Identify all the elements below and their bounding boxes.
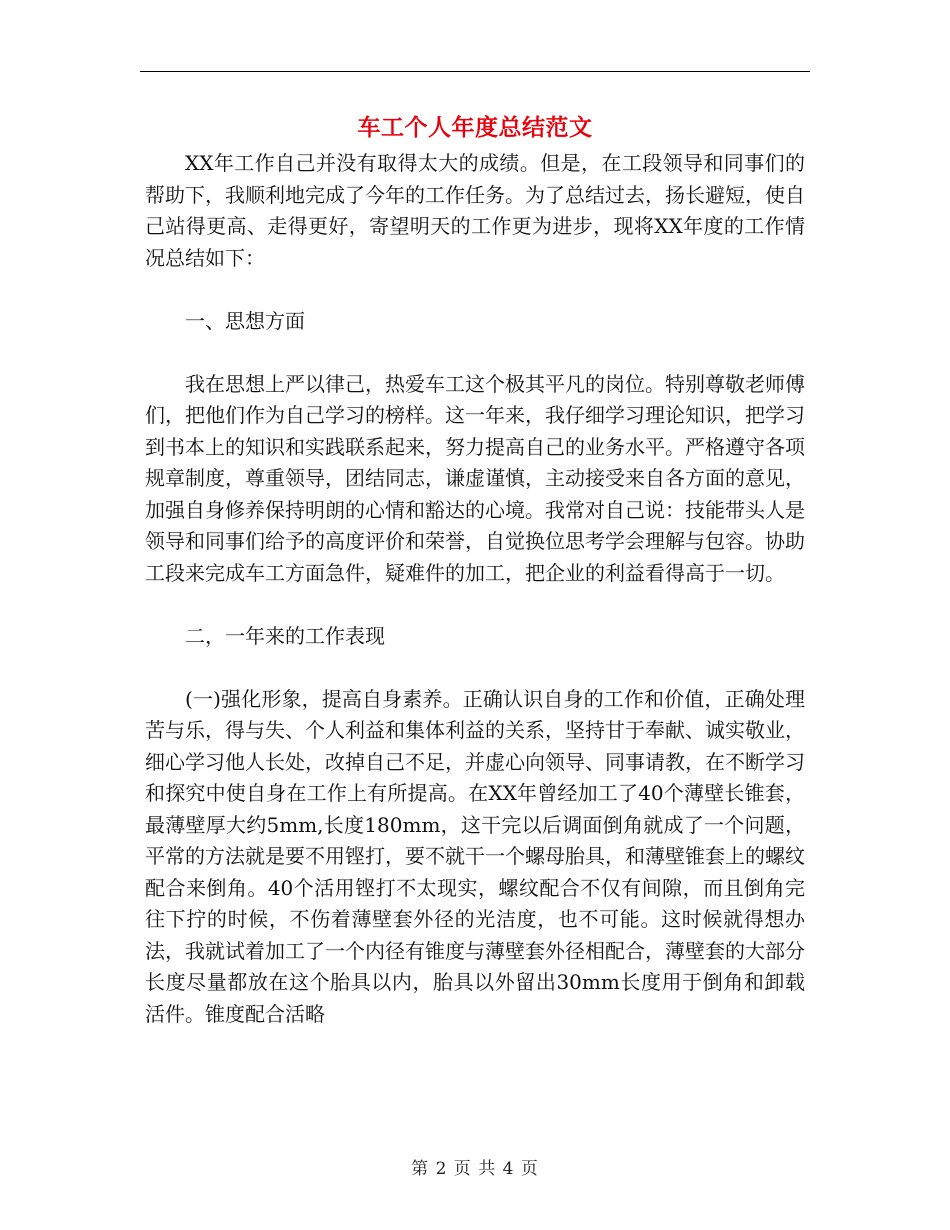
paragraph-spacer bbox=[145, 337, 805, 369]
section-heading-performance: 二，一年来的工作表现 bbox=[185, 623, 385, 648]
document-body bbox=[145, 148, 805, 1030]
paragraph-spacer bbox=[145, 652, 805, 684]
section-body-thought: 我在思想上严以律己，热爱车工这个极其平凡的岗位。特别尊敬老师傅们，把他们作为自己学习的榜样。这一年来，我仔细学习理论知识，把学习到书本上的知识和实践联系起来，努力提高自己的业务水平。严格遵守各项规章制度，尊重领导，团结同志，谦虚谨慎，主动接受来自各方面的意见，加强自身修养保持明朗的心情和豁达的心境。我常对自己说：技能带头人是领导和同事们给予的高度评价和荣誉，自觉换位思考学会理解与包容。协助工段来完成车工方面急件，疑难件的加工，把企业的利益看得高于一切。 bbox=[145, 371, 805, 585]
paragraph-spacer bbox=[145, 589, 805, 621]
header-rule bbox=[140, 71, 810, 72]
intro-paragraph: XX年工作自己并没有取得太大的成绩。但是，在工段领导和同事们的帮助下，我顺利地完成了今年的工作任务。为了总结过去，扬长避短，使自己站得更高、走得更好，寄望明天的工作更为进步，现将XX年度的工作情况总结如下： bbox=[145, 151, 805, 270]
section-body-performance: (一)强化形象，提高自身素养。正确认识自身的工作和价值，正确处理苦与乐，得与失、个人利益和集体利益的关系，坚持甘于奉献、诚实敬业，细心学习他人长处，改掉自己不足，并虚心向领导、同事请教，在不断学习和探究中使自身在工作上有所提高。在XX年曾经加工了40个薄壁长锥套，最薄壁厚大约5mm,长度180mm，这干完以后调面倒角就成了一个问题，平常的方法就是要不用铿打，要不就干一个螺母胎具，和薄壁锥套上的螺纹配合来倒角。40个活用铿打不太现实，螺纹配合不仅有间隙，而且倒角完往下拧的时候，不伤着薄壁套外径的光洁度，也不可能。这时候就得想办法，我就试着加工了一个内径有锥度与薄壁套外径相配合，薄壁套的大部分长度尽量都放在这个胎具以内，胎具以外留出30mm长度用于倒角和卸载活件。锥度配合活略 bbox=[145, 686, 805, 1026]
paragraph-spacer bbox=[145, 274, 805, 306]
page-number-footer: 第 2 页 共 4 页 bbox=[411, 1159, 539, 1179]
document-title: 车工个人年度总结范文 bbox=[357, 114, 593, 141]
section-heading-thought: 一、思想方面 bbox=[185, 308, 305, 333]
